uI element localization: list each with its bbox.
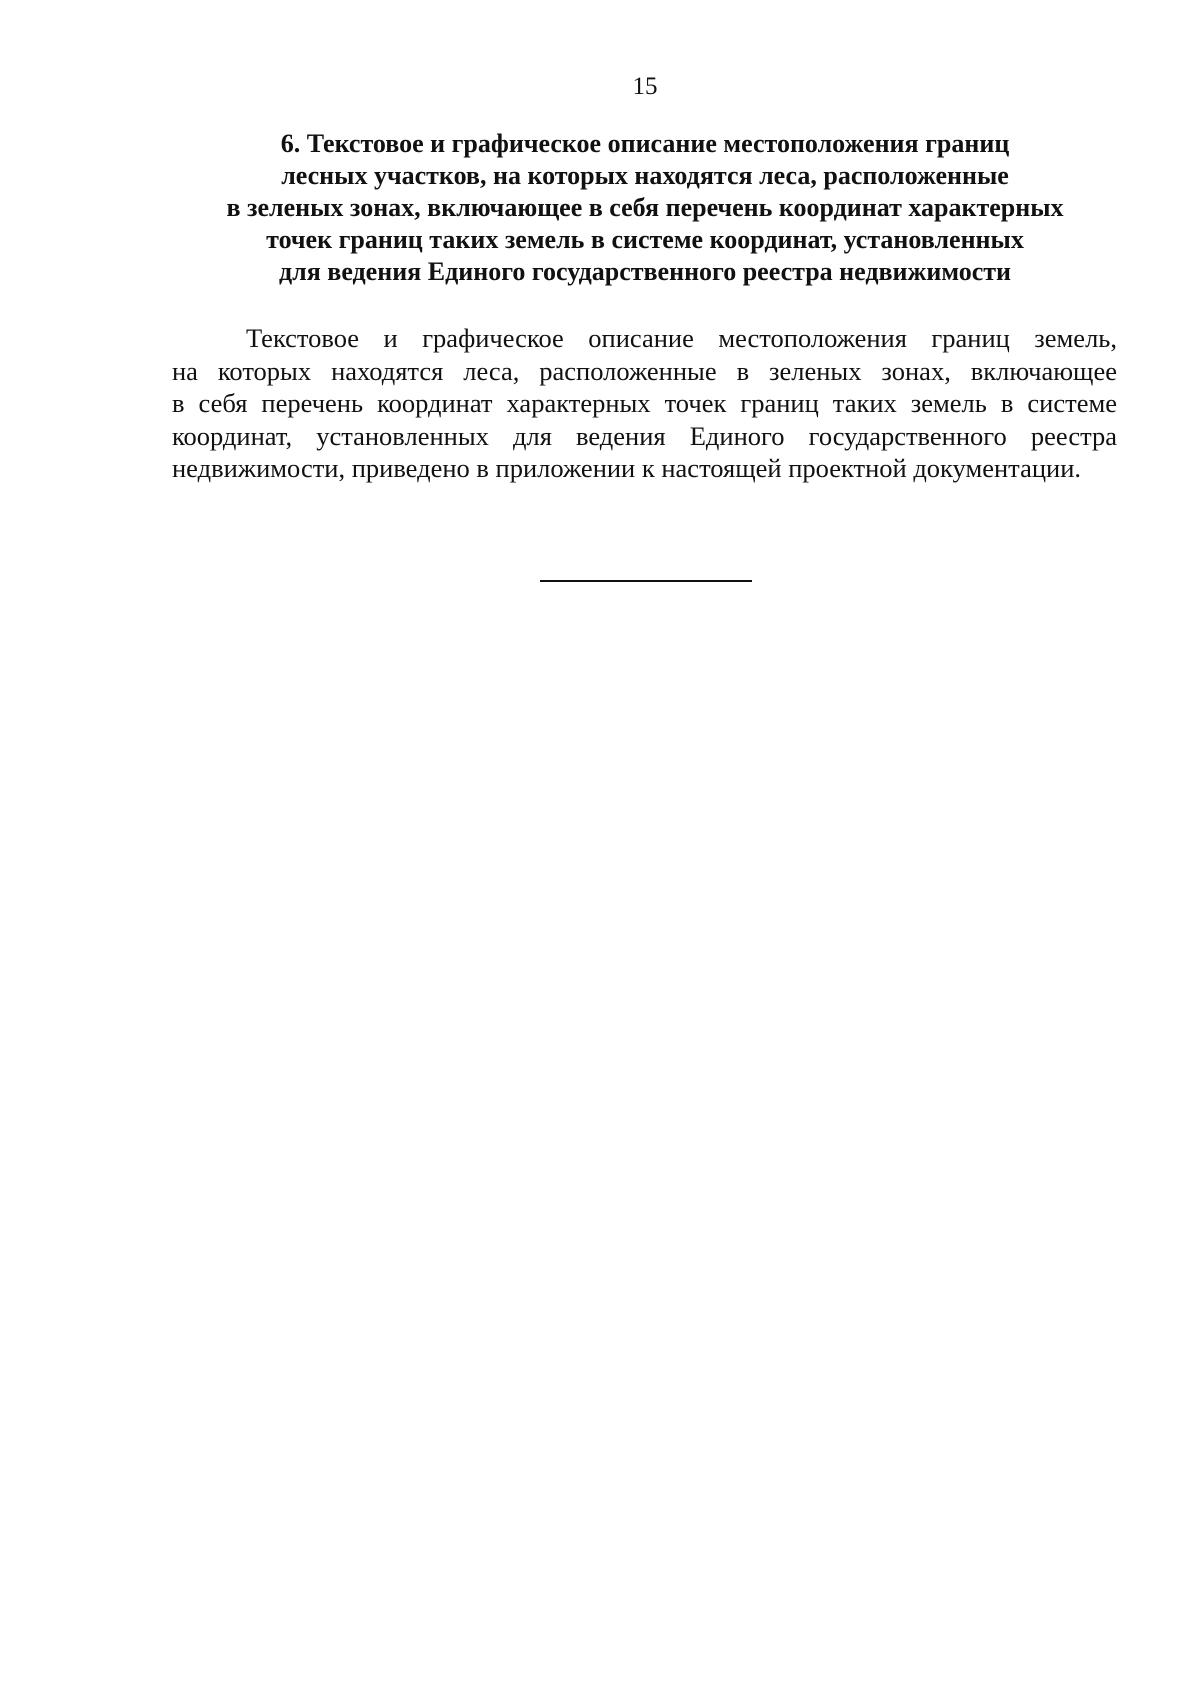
body-paragraph: [172, 322, 1117, 485]
paragraph-line: на которых находятся леса, расположенные в зеленых зонах, включающее: [172, 355, 1117, 386]
section-end-divider: [540, 580, 752, 582]
heading-line: лесных участков, на которых находятся леса, расположенные: [281, 161, 1009, 190]
paragraph-line: координат, установленных для ведения Единого государственного реестра: [172, 420, 1117, 451]
heading-line: в зеленых зонах, включающее в себя перечень координат характерных: [226, 193, 1064, 222]
paragraph-line: Текстовое и графическое описание местоположения границ земель,: [246, 323, 1117, 353]
section-heading: [170, 128, 1120, 288]
page-number: 15: [632, 73, 658, 100]
paragraph-line: в себя перечень координат характерных точек границ таких земель в системе: [172, 388, 1117, 418]
paragraph-line: недвижимости, приведено в приложении к настоящей проектной документации.: [172, 453, 1081, 483]
heading-line: 6. Текстовое и графическое описание местоположения границ: [280, 129, 1010, 158]
heading-line: для ведения Единого государственного реестра недвижимости: [278, 257, 1011, 286]
heading-line: точек границ таких земель в системе координат, установленных: [266, 225, 1024, 254]
